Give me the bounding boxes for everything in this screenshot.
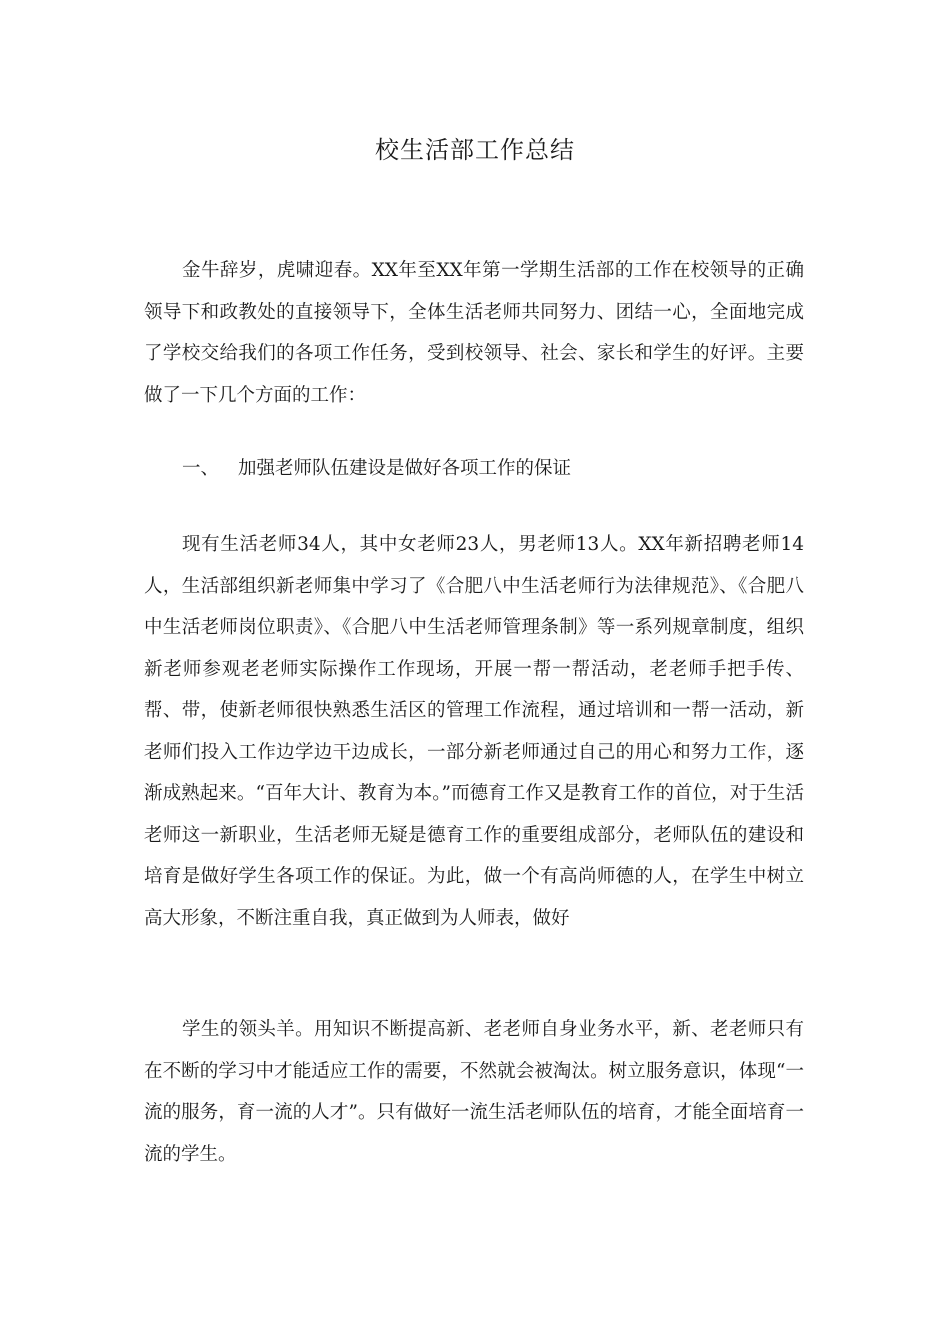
document-title: 校生活部工作总结 <box>375 136 575 164</box>
section-one-paragraph: 现有生活老师34人，其中女老师23人，男老师13人。XX年新招聘老师14人，生活部组织新老师集中学习了《合肥八中生活老师行为法律规范》、《合肥八中生活老师岗位职责》、《合肥八中生活老师管理条制》等一系列规章制度，组织新老师参观老老师实际操作工作现场，开展一帮一帮活动，老老师手把手传、帮、带，使新老师很快熟悉生活区的管理工作流程，通过培训和一帮一活动，新老师们投入工作边学边干边成长，一部分新老师通过自己的用心和努力工作，逐渐成熟起来。“百年大计、教育为本。”而德育工作又是教育工作的首位，对于生活老师这一新职业，生活老师无疑是德育工作的重要组成部分，老师队伍的建设和培育是做好学生各项工作的保证。为此，做一个有高尚师德的人，在学生中树立高大形象，不断注重自我，真正做到为人师表，做好 <box>144 534 804 929</box>
continuation-paragraph: 学生的领头羊。用知识不断提高新、老老师自身业务水平，新、老老师只有在不断的学习中才能适应工作的需要，不然就会被淘汰。树立服务意识，体现“一流的服务，育一流的人才”。只有做好一流生活老师队伍的培育，才能全面培育一流的学生。 <box>144 1019 804 1165</box>
intro-paragraph: 金牛辞岁，虎啸迎春。XX年至XX年第一学期生活部的工作在校领导的正确领导下和政教处的直接领导下，全体生活老师共同努力、团结一心，全面地完成了学校交给我们的各项工作任务，受到校领导、社会、家长和学生的好评。主要做了一下几个方面的工作： <box>144 260 804 406</box>
continuation-paragraph-block <box>144 1009 804 1175</box>
section-heading <box>144 448 804 490</box>
section-one-paragraph-block <box>144 524 804 939</box>
section-heading-number: 一、 <box>182 458 220 479</box>
intro-paragraph-block <box>144 250 804 416</box>
section-heading-block <box>144 448 804 490</box>
section-heading-text: 加强老师队伍建设是做好各项工作的保证 <box>238 458 572 479</box>
